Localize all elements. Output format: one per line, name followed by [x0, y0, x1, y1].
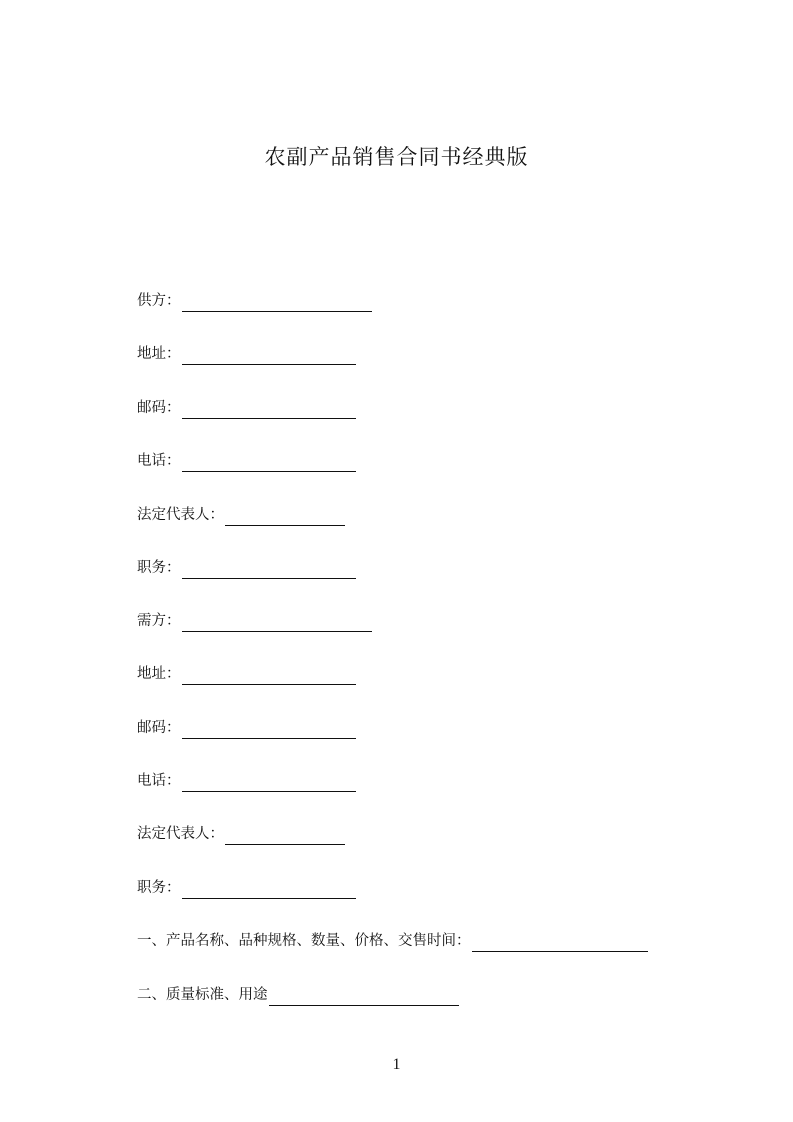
supplier-postcode-blank[interactable]	[182, 402, 356, 419]
buyer-position-blank[interactable]	[182, 882, 356, 899]
supplier-rep-blank[interactable]	[225, 509, 345, 526]
supplier-phone-blank[interactable]	[182, 455, 356, 472]
clause-2-field	[137, 984, 459, 1006]
buyer-postcode-blank[interactable]	[182, 722, 356, 739]
supplier-rep-label: 法定代表人：	[137, 507, 224, 523]
buyer-position-label: 职务：	[137, 880, 181, 896]
buyer-address-field	[137, 663, 356, 685]
buyer-phone-field	[137, 770, 356, 792]
supplier-position-blank[interactable]	[182, 562, 356, 579]
page-title: 农副产品销售合同书经典版	[264, 145, 529, 169]
supplier-address-blank[interactable]	[182, 348, 356, 365]
supplier-position-label: 职务：	[137, 560, 181, 576]
supplier-address-label: 地址：	[137, 346, 181, 362]
page-number: 1	[392, 1056, 401, 1073]
supplier-phone-label: 电话：	[137, 453, 181, 469]
supplier-rep-field	[137, 504, 345, 526]
buyer-rep-blank[interactable]	[225, 828, 345, 845]
clause-2-heading: 二、质量标准、用途	[137, 987, 268, 1003]
supplier-postcode-label: 邮码：	[137, 400, 181, 416]
supplier-postcode-field	[137, 397, 356, 419]
buyer-position-field	[137, 877, 356, 899]
buyer-phone-blank[interactable]	[182, 775, 356, 792]
clause-1-heading: 一、产品名称、品种规格、数量、价格、交售时间：	[137, 933, 471, 949]
buyer-rep-label: 法定代表人：	[137, 826, 224, 842]
clause-1-field	[137, 930, 648, 952]
supplier-field	[137, 290, 372, 312]
supplier-position-field	[137, 557, 356, 579]
supplier-blank[interactable]	[182, 295, 372, 312]
buyer-address-label: 地址：	[137, 666, 181, 682]
buyer-postcode-field	[137, 717, 356, 739]
buyer-field	[137, 610, 372, 632]
buyer-address-blank[interactable]	[182, 668, 356, 685]
buyer-rep-field	[137, 823, 345, 845]
buyer-postcode-label: 邮码：	[137, 720, 181, 736]
buyer-phone-label: 电话：	[137, 773, 181, 789]
clause-2-blank[interactable]	[269, 989, 459, 1006]
supplier-phone-field	[137, 450, 356, 472]
supplier-label: 供方：	[137, 293, 181, 309]
buyer-blank[interactable]	[182, 615, 372, 632]
supplier-address-field	[137, 343, 356, 365]
buyer-label: 需方：	[137, 613, 181, 629]
clause-1-blank[interactable]	[472, 935, 648, 952]
